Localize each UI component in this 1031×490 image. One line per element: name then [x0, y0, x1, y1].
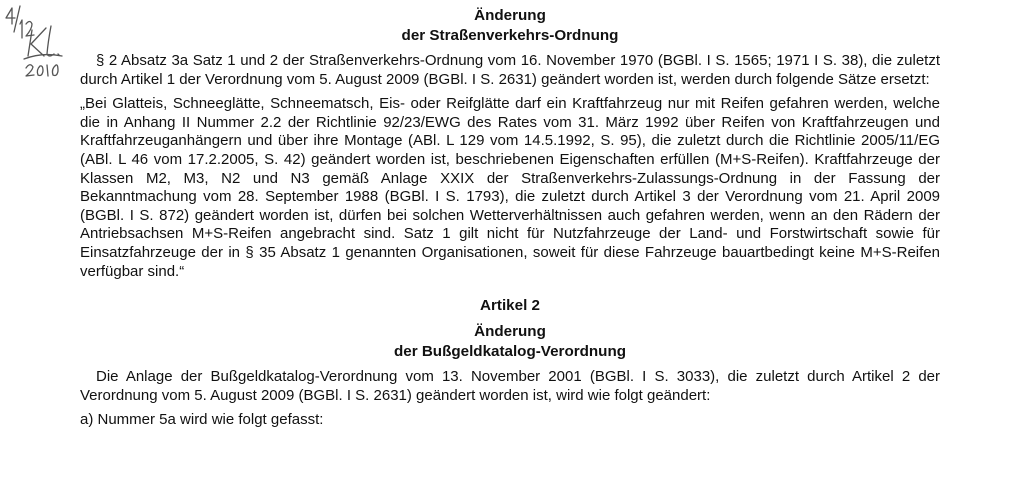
section-heading-line1: Änderung: [474, 7, 546, 24]
handwritten-stamp: [2, 2, 72, 80]
list-item-a: a) Nummer 5a wird wie folgt gefasst:: [80, 411, 324, 429]
section-heading-line2: der Straßenverkehrs-Ordnung: [401, 27, 619, 44]
article-heading: Artikel 2: [480, 297, 540, 315]
paragraph-quoted-text: „Bei Glatteis, Schneeglätte, Schneematsch, Eis- oder Reifglätte darf ein Kraftfahrzeug nur mit Reifen gefahren werden, welche die in Anhang II Nummer 2.2 der Richtlinie 92/23/EWG des Rates vom 31. März 1992 über Reifen von Kraftfahrzeugen und Kraftfahrzeuganhängern und über ihre Montage (ABl. L 129 vom 14.5.1992, S. 95), die zuletzt durch die Richtlinie 2005/11/EG (ABl. L 46 vom 17.2.2005, S. 42) geändert worden ist, beschriebenen Eigenschaften erfüllen (M+S-Reifen). Kraftfahrzeuge der Klassen M2, M3, N2 und N3 gemäß Anlage XXIX der Straßenverkehrs-Zulassungs-Ordnung in der Fassung der Bekanntmachung vom 28. September 1988 (BGBl. I S. 1793), die zuletzt durch Artikel 3 der Verordnung vom 21. April 2009 (BGBl. I S. 872) geändert worden ist, dürfen bei solchen Wetterverhältnissen auch gefahren werden, wenn an den Rädern der Antriebsachsen M+S-Reifen angebracht sind. Satz 1 gilt nicht für Nutzfahrzeuge der Land- und Forstwirtschaft sowie für Einsatzfahrzeuge der in § 35 Absatz 1 genannten Organisationen, soweit für diese Fahrzeuge bauartbedingt keine M+S-Reifen verfügbar sind.“: [80, 95, 940, 280]
article-heading-line1: Änderung: [474, 323, 546, 341]
paragraph-amendment-intro: § 2 Absatz 3a Satz 1 und 2 der Straßenverkehrs-Ordnung vom 16. November 1970 (BGBl. I S. 1565; 1971 I S. 38), die zuletzt durch Artikel 1 der Verordnung vom 5. August 2009 (BGBl. I S. 2631) geändert worden ist, werden durch folgende Sätze ersetzt:: [80, 52, 940, 88]
paragraph-bussgeld-intro: Die Anlage der Bußgeldkatalog-Verordnung vom 13. November 2001 (BGBl. I S. 3033), die zuletzt durch Artikel 2 der Verordnung vom 5. August 2009 (BGBl. I S. 2631) geändert worden ist, wird wie folgt geändert:: [80, 368, 940, 404]
document-page: [80, 6, 940, 430]
article-heading-line2: der Bußgeldkatalog-Verordnung: [393, 343, 627, 361]
